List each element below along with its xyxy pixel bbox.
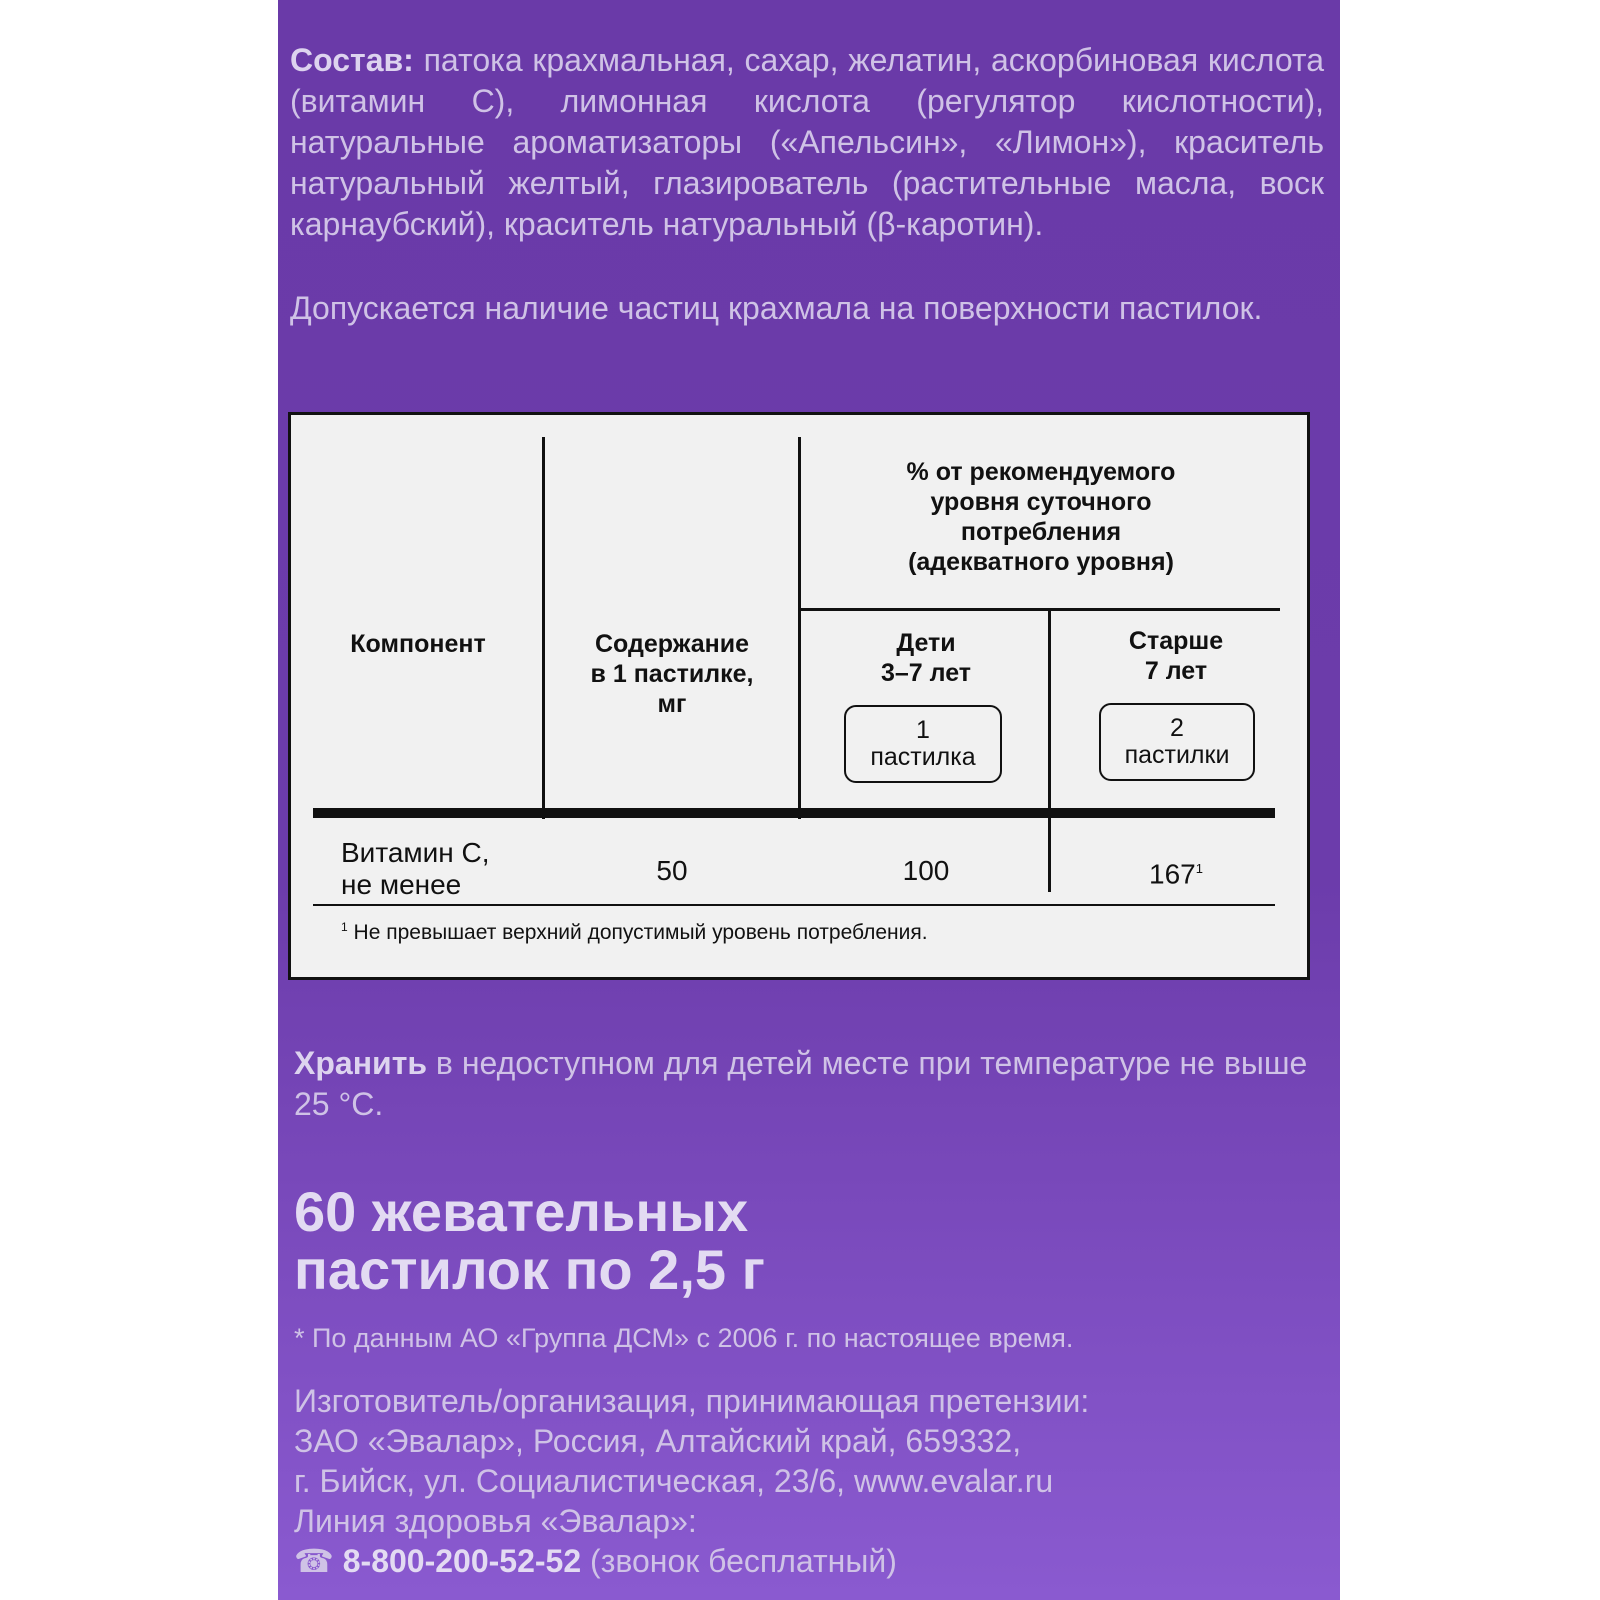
dsm-note: * По данным АО «Группа ДСМ» с 2006 г. по настоящее время. [294,1323,1074,1353]
row-older-value: $167^1$ [1149,858,1203,890]
table-divider [542,437,545,819]
header-older: Старше 7 лет [1128,627,1224,685]
composition-label: Состав: [290,42,414,78]
storage-text: Хранить в недоступном для детей месте при температуре не выше 25 °С. [294,1045,1308,1122]
package-panel [278,0,1340,1600]
starch-note: Допускается наличие частиц крахмала на поверхности пастилок. [290,290,1263,326]
manufacturer-info: Изготовитель/организация, принимающая претензии: ЗАО «Эвалар», Россия, Алтайский край, 659332, г. Бийск, ул. Социалистическая, 23/6, www.evalar.ru Линия здоровья «Эвалар»: ☎ 8-800-200-52-52 (звонок бесплатный) [294,1383,1090,1579]
row-kids-value: 100 [902,855,950,886]
telephone-icon: ☎ [294,1543,334,1579]
header-kids: Дети 3–7 лет [880,629,972,687]
kids-dose-badge: 1 пастилка [844,705,1002,783]
nutrition-table [288,412,1310,980]
phone-number: 8-800-200-52-52 [342,1543,582,1579]
header-content: Содержание в 1 пастилке, мг [590,630,754,718]
storage-label: Хранить [294,1045,428,1081]
footnote-mark: 1 [1195,861,1203,876]
table-header-rule [313,808,1275,818]
hotline: ☎ 8-800-200-52-52 (звонок бесплатный) [294,1543,897,1579]
table-divider [798,608,1280,611]
package-count: 60 жевательных пастилок по 2,5 г [294,1180,765,1301]
composition-body: патока крахмальная, сахар, желатин, аскорбиновая кислота (витамин С), лимонная кислота (регулятор кислотности), натуральные ароматизаторы («Апельсин», «Лимон»), краситель натуральный желтый, глазирователь (растительные масла, воск карнаубский), краситель натуральный (β-каротин). [290,42,1325,242]
older-dose-badge: 2 пастилки [1099,703,1255,781]
row-content-value: 50 [656,855,688,886]
composition-text [290,40,1324,245]
header-component: Компонент [350,630,486,658]
table-footer-rule [313,904,1275,906]
table-footnote: $^1$ Не превышает верхний допустимый уровень потребления. [341,920,928,944]
header-percent: % от рекомендуемого уровня суточного потребления (адекватного уровня) [906,458,1176,576]
row-component: Витамин С, не менее [341,837,490,900]
